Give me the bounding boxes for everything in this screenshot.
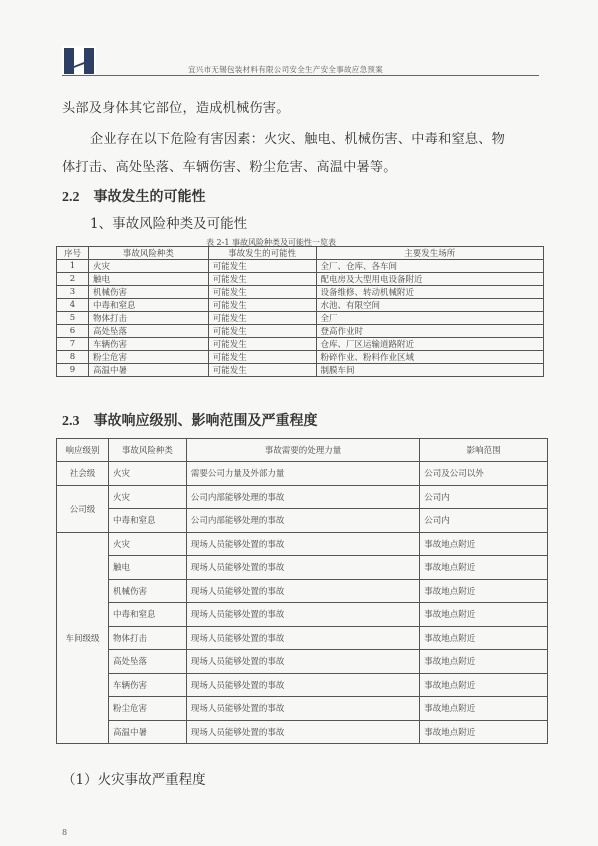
risk-type-table <box>56 246 544 377</box>
table-header-cell: 序号 <box>57 247 89 260</box>
table-row <box>57 260 544 273</box>
table-cell: 可能发生 <box>208 351 316 364</box>
body-line-2: 企业存在以下危险有害因素：火灾、触电、机械伤害、中毒和窒息、物 <box>90 132 506 147</box>
table-row <box>57 697 548 721</box>
table-header-row <box>57 439 548 462</box>
level-cell-society: 社会级 <box>57 462 109 486</box>
table-cell: 8 <box>57 351 89 364</box>
table-cell: 公司内 <box>420 485 548 509</box>
table-cell: 高温中暑 <box>88 364 208 377</box>
header-divider <box>62 75 539 76</box>
table-cell: 9 <box>57 364 89 377</box>
table-cell: 可能发生 <box>208 364 316 377</box>
table-cell: 登高作业时 <box>316 325 543 338</box>
section-2-2-heading <box>62 186 206 206</box>
table-row <box>57 556 548 580</box>
table-cell: 1 <box>57 260 89 273</box>
table-cell: 车辆伤害 <box>88 338 208 351</box>
table-cell: 现场人员能够处置的事故 <box>186 556 419 580</box>
table-cell: 现场人员能够处置的事故 <box>186 720 419 744</box>
subsection-fire-severity-heading: （1）火灾事故严重程度 <box>62 772 206 788</box>
table-cell: 触电 <box>108 556 186 580</box>
table-cell: 事故地点附近 <box>420 673 548 697</box>
table-2-1-caption: 表 2-1 事故风险种类及可能性一览表 <box>206 238 336 247</box>
table-row <box>57 509 548 533</box>
section-2-3-title: 事故响应级别、影响范围及严重程度 <box>93 413 318 429</box>
table-cell: 现场人员能够处置的事故 <box>186 626 419 650</box>
table-cell: 事故地点附近 <box>420 697 548 721</box>
table-header-cell: 事故需要的处理力量 <box>186 439 419 462</box>
table-cell: 现场人员能够处置的事故 <box>186 697 419 721</box>
table-row <box>57 532 548 556</box>
level-cell-company: 公司级 <box>57 485 109 532</box>
table-header-cell: 事故风险种类 <box>88 247 208 260</box>
table-row <box>57 720 548 744</box>
table-row <box>57 626 548 650</box>
table-cell: 火灾 <box>108 485 186 509</box>
table-row <box>57 603 548 627</box>
table-cell: 高处坠落 <box>88 325 208 338</box>
table-cell: 火灾 <box>108 532 186 556</box>
table-cell: 现场人员能够处置的事故 <box>186 673 419 697</box>
table-cell: 水池、有限空间 <box>316 299 543 312</box>
table-cell: 全厂、仓库、各车间 <box>316 260 543 273</box>
table-cell: 火灾 <box>88 260 208 273</box>
table-cell: 事故地点附近 <box>420 556 548 580</box>
table-cell: 中毒和窒息 <box>88 299 208 312</box>
table-cell: 6 <box>57 325 89 338</box>
table-cell: 可能发生 <box>208 260 316 273</box>
company-logo-icon <box>62 46 96 76</box>
table-cell: 5 <box>57 312 89 325</box>
section-2-3-heading <box>62 410 318 430</box>
table-row <box>57 273 544 286</box>
table-cell: 可能发生 <box>208 273 316 286</box>
level-cell-workshop: 车间级级 <box>57 532 109 744</box>
table-cell: 物体打击 <box>108 626 186 650</box>
header-title: 宜兴市无锡包装材料有限公司安全生产安全事故应急预案 <box>188 65 383 74</box>
table-cell: 机械伤害 <box>88 286 208 299</box>
table-cell: 触电 <box>88 273 208 286</box>
table-cell: 可能发生 <box>208 286 316 299</box>
table-cell: 粉尘危害 <box>108 697 186 721</box>
table-cell: 可能发生 <box>208 338 316 351</box>
table-row <box>57 286 544 299</box>
table-cell: 2 <box>57 273 89 286</box>
table-header-cell: 事故发生的可能性 <box>208 247 316 260</box>
table-cell: 事故地点附近 <box>420 603 548 627</box>
table-row <box>57 650 548 674</box>
table-cell: 事故地点附近 <box>420 650 548 674</box>
table-row <box>57 325 544 338</box>
section-2-2-number: 2.2 <box>62 190 80 205</box>
table-header-row <box>57 247 544 260</box>
table-cell: 现场人员能够处置的事故 <box>186 603 419 627</box>
table-cell: 制膜车间 <box>316 364 543 377</box>
table-cell: 粉碎作业、粉料作业区域 <box>316 351 543 364</box>
table-cell: 车辆伤害 <box>108 673 186 697</box>
table-row <box>57 351 544 364</box>
table-header-cell: 事故风险种类 <box>108 439 186 462</box>
table-cell: 7 <box>57 338 89 351</box>
table-cell: 高处坠落 <box>108 650 186 674</box>
table-cell: 公司内部能够处理的事故 <box>186 509 419 533</box>
table-cell: 公司内 <box>420 509 548 533</box>
table-cell: 设备维修、转动机械附近 <box>316 286 543 299</box>
table-cell: 现场人员能够处置的事故 <box>186 579 419 603</box>
table-row <box>57 485 548 509</box>
table-cell: 公司内部能够处理的事故 <box>186 485 419 509</box>
table-row <box>57 579 548 603</box>
table-cell: 火灾 <box>108 462 186 486</box>
table-row <box>57 312 544 325</box>
table-cell: 事故地点附近 <box>420 720 548 744</box>
table-cell: 配电房及大型用电设备附近 <box>316 273 543 286</box>
table-header-cell: 影响范围 <box>420 439 548 462</box>
table-cell: 高温中暑 <box>108 720 186 744</box>
table-cell: 事故地点附近 <box>420 532 548 556</box>
table-cell: 可能发生 <box>208 299 316 312</box>
table-cell: 事故地点附近 <box>420 626 548 650</box>
table-row <box>57 673 548 697</box>
table-row <box>57 299 544 312</box>
table-cell: 中毒和窒息 <box>108 509 186 533</box>
table-header-cell: 响应级别 <box>57 439 109 462</box>
table-cell: 全厂 <box>316 312 543 325</box>
table-cell: 3 <box>57 286 89 299</box>
table-cell: 机械伤害 <box>108 579 186 603</box>
table-cell: 事故地点附近 <box>420 579 548 603</box>
table-cell: 公司及公司以外 <box>420 462 548 486</box>
table-cell: 4 <box>57 299 89 312</box>
table-header-cell: 主要发生场所 <box>316 247 543 260</box>
body-line-1: 头部及身体其它部位，造成机械伤害。 <box>62 101 290 116</box>
table-cell: 可能发生 <box>208 312 316 325</box>
table-cell: 中毒和窒息 <box>108 603 186 627</box>
table-cell: 现场人员能够处置的事故 <box>186 532 419 556</box>
table-row <box>57 462 548 486</box>
table-row <box>57 338 544 351</box>
table-cell: 粉尘危害 <box>88 351 208 364</box>
table-cell: 可能发生 <box>208 325 316 338</box>
table-row <box>57 364 544 377</box>
table-cell: 物体打击 <box>88 312 208 325</box>
section-2-3-number: 2.3 <box>62 414 80 429</box>
table-cell: 现场人员能够处置的事故 <box>186 650 419 674</box>
body-line-3: 体打击、高处坠落、车辆伤害、粉尘危害、高温中暑等。 <box>62 160 397 175</box>
page-number: 8 <box>62 828 68 837</box>
subsection-1-heading: 1、事故风险种类及可能性 <box>90 216 248 232</box>
response-level-table <box>56 438 548 744</box>
table-cell: 仓库、厂区运输道路附近 <box>316 338 543 351</box>
section-2-2-title: 事故发生的可能性 <box>93 189 206 205</box>
table-cell: 需要公司力量及外部力量 <box>186 462 419 486</box>
